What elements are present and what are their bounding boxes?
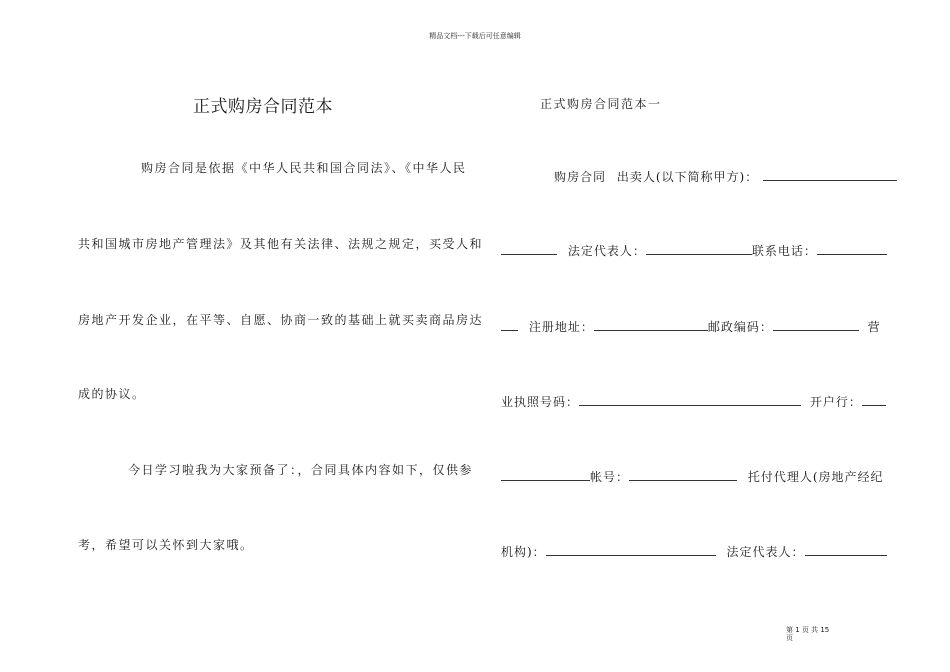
seller-label: 出卖人(以下简称甲方)： [616,170,759,184]
seller-blank[interactable] [763,168,897,181]
phone-label: 联系电话： [751,244,817,258]
body-line: 购房合同是依据《中华人民共和国合同法》、《中华人民 [141,161,467,175]
form-row-agency [501,543,887,560]
form-row-seller [554,168,897,185]
account-label: 帐号： [590,470,630,484]
license-label-start: 营 [867,320,881,334]
contract-title: 正式购房合同范本一 [540,97,662,111]
page-number-line1: 第 1 页 共 15 [786,626,830,634]
phone-blank-cont[interactable] [501,318,518,331]
phone-blank[interactable] [817,242,887,255]
license-label: 业执照号码： [501,395,580,409]
legal-rep-label: 法定代表人： [567,244,646,258]
page-number [786,626,846,642]
body-line: 共和国城市房地产管理法》及其他有关法律、法规之规定，买受人和 [78,237,484,251]
postcode-label: 邮政编码： [707,320,773,334]
address-label: 注册地址： [528,320,594,334]
body-line: 成的协议。 [78,387,146,401]
legal-rep-blank[interactable] [646,242,752,255]
account-blank[interactable] [629,468,737,481]
page-header: 精品文档---下载后可任意编辑 [429,32,521,40]
agency-label: 机构)： [501,545,546,559]
bank-blank[interactable] [862,393,886,406]
form-row-address [501,318,881,335]
agency-rep-blank[interactable] [805,543,887,556]
form-row-license [501,393,886,410]
bank-label: 开户行： [809,395,862,409]
form-row-representative [501,242,887,259]
page-number-line2: 页 [786,634,793,642]
body-line: 房地产开发企业，在平等、自愿、协商一致的基础上就买卖商品房达 [78,313,484,327]
seller-blank-cont[interactable] [501,242,557,255]
form-row-account [501,468,884,485]
address-blank[interactable] [594,318,708,331]
agency-rep-label: 法定代表人： [726,545,805,559]
contract-label: 购房合同 [554,170,607,184]
body-line: 考，希望可以关怀到大家哦。 [78,538,254,552]
license-blank[interactable] [579,393,801,406]
body-line: 今日学习啦我为大家预备了：，合同具体内容如下，仅供参 [128,463,474,477]
postcode-blank[interactable] [773,318,859,331]
agency-blank[interactable] [546,543,716,556]
agent-label: 托付代理人(房地产经纪 [747,470,884,484]
document-title: 正式购房合同范本 [193,97,333,117]
bank-blank-cont[interactable] [501,468,590,481]
